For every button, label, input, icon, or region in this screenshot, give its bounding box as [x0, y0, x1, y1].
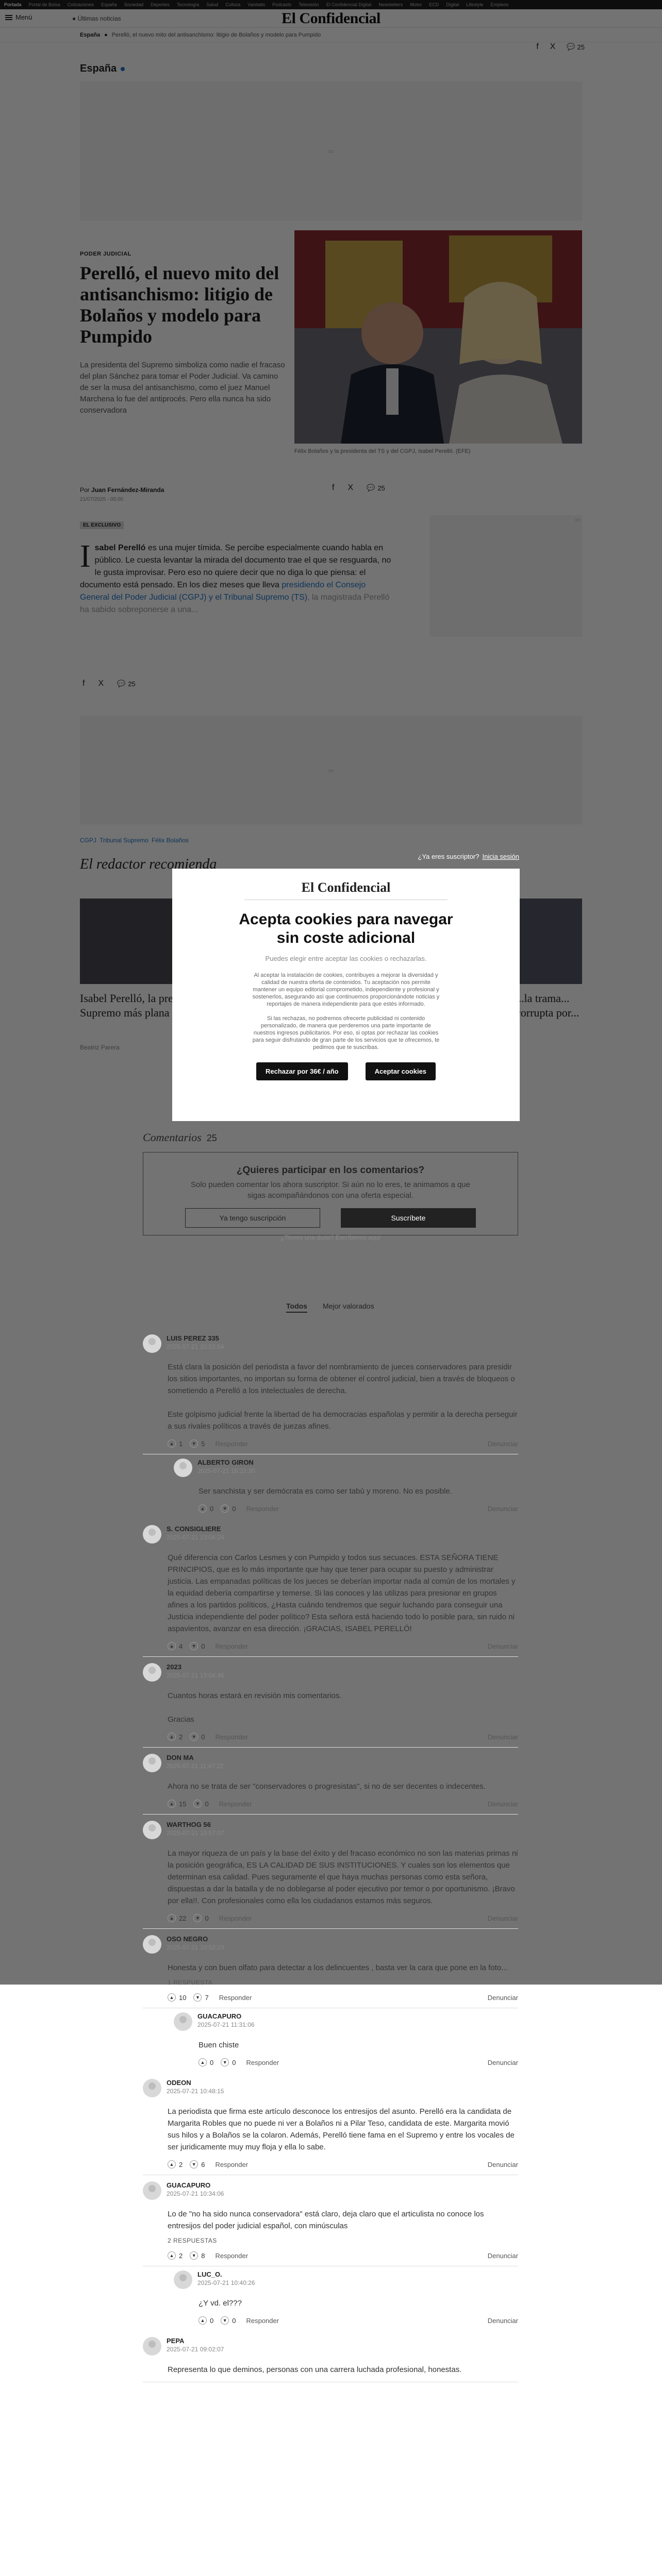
dislike-button[interactable]: [221, 2058, 236, 2066]
like-button[interactable]: [198, 2316, 213, 2325]
like-count: 15: [179, 1800, 187, 1808]
comment-user[interactable]: PEPA: [167, 2337, 185, 2345]
dislike-button[interactable]: [190, 1439, 205, 1448]
avatar: [143, 1334, 161, 1353]
replies-count[interactable]: 2 RESPUESTAS: [168, 2237, 217, 2244]
comment-text: Buen chiste: [198, 2041, 239, 2049]
like-count: 4: [179, 1642, 183, 1650]
thumbs-down-icon: ▼: [190, 1439, 198, 1448]
reject-subscribe-button[interactable]: Rechazar por 36€ / año: [256, 1062, 348, 1080]
thumbs-up-icon: ▲: [168, 1914, 176, 1922]
comment-user[interactable]: ODEON: [167, 2079, 191, 2087]
modal-title: Acepta cookies para navegar sin coste adicional: [239, 911, 453, 946]
reply-button[interactable]: Responder: [246, 2058, 279, 2066]
like-button[interactable]: [168, 1914, 186, 1922]
avatar: [143, 1754, 161, 1772]
reply-button[interactable]: Responder: [215, 2160, 249, 2168]
like-count: 2: [179, 2160, 183, 2168]
comment-text: La mayor riqueza de un país y la base del éxito y del fracaso económico no son las materias primas ni la posición geográfica, ES LA CALIDAD DE SUS INSTITUCIONES. Y cuales son los elementos que determinan esa calidad. Pues seguramente el que haya muchas personas como esta señora, dispuestas a dar la batalla y de no doblegarse al poder ejecutivo por temor o por oportunismo. ¡Bravo por ella!!. Con profesionales como ella los ciudadanos estamos más seguros.: [168, 1849, 518, 1905]
reply-button[interactable]: Responder: [246, 2316, 279, 2325]
dislike-count: 0: [201, 1733, 205, 1741]
comment-date: 2025-07-21 09:02:07: [167, 2346, 224, 2353]
comment-user[interactable]: GUACAPURO: [167, 2181, 211, 2189]
report-button[interactable]: Denunciar: [487, 1733, 518, 1741]
comment-date: 2025-07-21 16:22:30: [197, 1467, 255, 1475]
like-count: 22: [179, 1914, 187, 1922]
reply-button[interactable]: Responder: [219, 1914, 252, 1922]
thumbs-down-icon: ▼: [221, 2058, 229, 2066]
report-button[interactable]: Denunciar: [487, 1800, 518, 1808]
like-count: 0: [210, 1504, 214, 1513]
avatar: [143, 1935, 161, 1954]
comment-text: La periodista que firma este artículo desconoce los entresijos del asunto. Perelló era la candidata de Margarita Robles que no puede ni ver a Bolaños ni a Pilar Teso, candidata de este. Margarita movió sus hilos y a Bolaños se la colaron. Además, Perelló tiene fama en el Supremo y entre los vocales de ser juridicamente muy muy floja y ella lo sabe.: [168, 2107, 515, 2151]
comment-text: Ser sanchista y ser demócrata es como ser tabú y moreno. No es posible.: [198, 1487, 452, 1496]
dislike-button[interactable]: [190, 1733, 205, 1741]
comment: [143, 1519, 518, 1657]
comment-reply: [174, 2266, 518, 2331]
dislike-button[interactable]: [190, 2251, 205, 2260]
avatar: [174, 2012, 192, 2031]
like-count: 10: [179, 1993, 187, 2002]
comment: [143, 1815, 518, 1929]
comment-user[interactable]: 2023: [167, 1663, 181, 1671]
comments-count: 25: [206, 1133, 217, 1143]
comment-date: 2025-07-21 10:57:07: [167, 1829, 224, 1837]
report-button[interactable]: Denunciar: [487, 2316, 518, 2325]
comment: [143, 1328, 518, 1454]
dislike-count: 0: [232, 1504, 236, 1513]
subscribe-button[interactable]: Suscríbete: [341, 1208, 476, 1228]
thumbs-up-icon: ▲: [198, 2058, 207, 2066]
dislike-button[interactable]: [221, 2316, 236, 2325]
comment-user[interactable]: LUC_O.: [197, 2270, 222, 2278]
comment-date: 2025-07-21 10:53:54: [167, 1343, 224, 1350]
like-button[interactable]: [168, 1733, 183, 1741]
reply-button[interactable]: Responder: [215, 2251, 249, 2260]
comment-text: ¿Y vd. el???: [198, 2299, 242, 2308]
report-button[interactable]: Denunciar: [487, 2058, 518, 2066]
comment-text: Honesta y con buen olfato para detectar a los delincuentes , basta ver la cara que pone en la foto...: [168, 1963, 508, 1972]
like-button[interactable]: [168, 2251, 183, 2260]
comment-date: 2025-07-21 10:48:15: [167, 2088, 224, 2095]
comment-date: 2025-07-21 13:04:46: [167, 1672, 224, 1679]
comment-date: 2025-07-21 10:40:26: [197, 2279, 255, 2286]
comment-text: Ahora no se trata de ser "conservadores o progresistas", si no de ser decentes o indecentes.: [168, 1782, 486, 1791]
report-button[interactable]: Denunciar: [487, 1993, 518, 2002]
participation-title: ¿Quieres participar en los comentarios?: [236, 1165, 425, 1176]
reply-button[interactable]: Responder: [246, 1504, 279, 1513]
report-button[interactable]: Denunciar: [487, 1439, 518, 1448]
replies-count[interactable]: 1 RESPUESTA: [168, 1979, 213, 1986]
comment: [143, 1748, 518, 1815]
tab-all[interactable]: Todos: [286, 1302, 307, 1313]
login-link[interactable]: Inicia sesión: [482, 853, 519, 860]
reply-button[interactable]: Responder: [215, 1439, 249, 1448]
dislike-count: 7: [205, 1993, 209, 2002]
comment-user[interactable]: DON MA: [167, 1754, 194, 1761]
comment: [143, 2073, 518, 2175]
comments-title: Comentarios: [143, 1131, 202, 1144]
participation-text-1: Solo pueden comentar los ahora suscriptor. Si aún no lo eres, te animamos a que: [191, 1180, 470, 1189]
comment-reply: [174, 1454, 518, 1519]
dislike-button[interactable]: [193, 1914, 208, 1922]
like-count: 2: [179, 1733, 183, 1741]
thumbs-up-icon: ▲: [168, 1993, 176, 2002]
dislike-button[interactable]: [190, 1642, 205, 1650]
thumbs-up-icon: ▲: [168, 1800, 176, 1808]
comment-tabs: [286, 1302, 374, 1313]
comment-user[interactable]: GUACAPURO: [197, 2012, 242, 2020]
like-count: 1: [179, 1439, 183, 1448]
comment-user[interactable]: WARTHOG 56: [167, 1821, 211, 1828]
comment: [143, 1657, 518, 1748]
dislike-count: 0: [201, 1642, 205, 1650]
dislike-count: 0: [205, 1800, 209, 1808]
report-button[interactable]: Denunciar: [487, 1914, 518, 1922]
thumbs-up-icon: ▲: [168, 1642, 176, 1650]
tab-best-rated[interactable]: Mejor valorados: [322, 1302, 374, 1310]
like-button[interactable]: [168, 1439, 183, 1448]
modal-logo: El Confidencial: [244, 880, 448, 900]
like-count: 0: [210, 2058, 214, 2066]
dislike-count: 0: [232, 2058, 236, 2066]
comment-list: [143, 1328, 518, 2382]
comment-reply: [174, 2008, 518, 2073]
modal-fine-print-1: Al aceptar la instalación de cookies, contribuyes a mejorar la diversidad y calidad de nuestra oferta de contenidos. Tu aceptación nos permite mantener un equipo editorial comprometido, independiente y profesional y sostenerlos, asegurando así que continuemos proporcionándote noticias y reportajes de manera independiente para que estés informado.: [252, 972, 440, 1007]
avatar: [143, 2079, 161, 2097]
report-button[interactable]: Denunciar: [487, 1504, 518, 1513]
reply-button[interactable]: Responder: [219, 1993, 252, 2002]
avatar: [143, 1663, 161, 1682]
like-button[interactable]: [198, 2058, 213, 2066]
comments-heading: [143, 1131, 217, 1144]
comment-user[interactable]: OSO NEGRO: [167, 1935, 208, 1943]
thumbs-down-icon: ▼: [221, 2316, 229, 2325]
reply-button[interactable]: Responder: [215, 1642, 249, 1650]
avatar: [143, 1525, 161, 1544]
thumbs-up-icon: ▲: [198, 2316, 207, 2325]
report-button[interactable]: Denunciar: [487, 2160, 518, 2168]
like-button[interactable]: [168, 1800, 186, 1808]
comment: [143, 2175, 518, 2266]
thumbs-down-icon: ▼: [193, 1800, 202, 1808]
accept-cookies-button[interactable]: Aceptar cookies: [366, 1062, 436, 1080]
thumbs-down-icon: ▼: [193, 1993, 202, 2002]
like-button[interactable]: [168, 2160, 183, 2168]
help-link[interactable]: ¿Tienes una duda? Escríbenos aquí: [280, 1234, 380, 1241]
dislike-button[interactable]: [190, 2160, 205, 2168]
like-count: 0: [210, 2316, 214, 2325]
dislike-count: 0: [232, 2316, 236, 2325]
thumbs-up-icon: ▲: [198, 1504, 207, 1513]
comment-date: 2025-07-21 13:04:24: [167, 1534, 224, 1541]
report-button[interactable]: Denunciar: [487, 2251, 518, 2260]
avatar: [143, 2337, 161, 2355]
avatar: [174, 2270, 192, 2289]
participation-text-2: sigas acompañándonos con una oferta especial.: [247, 1191, 413, 1200]
like-button[interactable]: [168, 1993, 186, 2002]
thumbs-down-icon: ▼: [190, 1733, 198, 1741]
dislike-count: 5: [201, 1439, 205, 1448]
avatar: [174, 1459, 192, 1477]
comment-text: Qué diferencia con Carlos Lesmes y con Pumpido y todos sus secuaces. ESTA SEÑORA TIENE PRINCIPIOS, que es lo más importante que hay que tener para ocupar su puesto y administrar justicia. Las empanadas políticas de los jueces se deberían importar nada al común de los mortales y la equidad debería compartirse y temerse. Si las conoces y las utilizas para presionar en grupos afines a los partidos políticos, ¿Hasta cuándo tendremos que seguir luchando para conseguir una Justicia independiente del poder político? Esta señora está haciendo todo lo posible para, sin ruido ni aspavientos, avanzar en esa dirección. ¡GRACIAS, ISABEL PERELLÓ!: [168, 1553, 516, 1633]
modal-subtitle: Puedes elegir entre aceptar las cookies o rechazarlas.: [265, 955, 427, 962]
reply-button[interactable]: Responder: [219, 1800, 252, 1808]
comment-user[interactable]: ALBERTO GIRON: [197, 1459, 254, 1466]
thumbs-down-icon: ▼: [193, 1914, 202, 1922]
thumbs-down-icon: ▼: [221, 1504, 229, 1513]
avatar: [143, 1821, 161, 1839]
reply-button[interactable]: Responder: [215, 1733, 249, 1741]
thumbs-up-icon: ▲: [168, 1733, 176, 1741]
comment-date: 2025-07-21 10:34:06: [167, 2190, 224, 2197]
thumbs-up-icon: ▲: [168, 2251, 176, 2260]
comment-date: 2025-07-21 11:47:22: [167, 1762, 224, 1770]
dislike-count: 0: [205, 1914, 209, 1922]
avatar: [143, 2181, 161, 2200]
comment-text: Representa lo que deminos, personas con una carrera luchada profesional, honestas.: [168, 2365, 462, 2374]
comment: [143, 2331, 518, 2382]
comment-text: Cuantos horas estará en revisión mis comentarios. Gracias: [168, 1691, 342, 1724]
like-button[interactable]: [168, 1642, 183, 1650]
dislike-button[interactable]: [193, 1800, 208, 1808]
dislike-button[interactable]: [221, 1504, 236, 1513]
comment-text: Está clara la posición del periodista a favor del nombramiento de jueces conservadores para presidir los sitios importantes, no importan su forma de obtener el control judicial, bien a través de bloqueos o sometiendo a Perelló a los intelectuales de derecha. Este golpismo judicial frente la libertad de ha democracias españolas y permitir a la derecha perseguir a sus rivales políticos a través de juezas afines.: [168, 1363, 518, 1431]
cookie-consent-modal: [172, 869, 520, 1121]
like-button[interactable]: [198, 1504, 213, 1513]
comment-user[interactable]: S. CONSIGLIERE: [167, 1525, 221, 1533]
subscriber-question: ¿Ya eres suscriptor?: [418, 853, 479, 860]
modal-fine-print-2: Si las rechazas, no podremos ofrecerte publicidad ni contenido personalizado, de manera que perderemos una parte importante de nuestros ingresos publicitarios. Por eso, si optas por rechazar las cookies para seguir disfrutando de gran parte de los servicios que te ofrecemos, te pedimos que te suscribas.: [252, 1015, 440, 1050]
like-count: 2: [179, 2251, 183, 2260]
thumbs-down-icon: ▼: [190, 2251, 198, 2260]
comment-participation-box: [143, 1152, 518, 1241]
comment-user[interactable]: LUIS PEREZ 335: [167, 1334, 219, 1342]
thumbs-down-icon: ▼: [190, 2160, 198, 2168]
login-button[interactable]: Ya tengo suscripción: [185, 1208, 320, 1228]
comment-date: 2025-07-21 11:31:06: [197, 2021, 255, 2028]
comment-date: 2025-07-21 10:52:23: [167, 1944, 224, 1951]
thumbs-up-icon: ▲: [168, 2160, 176, 2168]
subscriber-login: [418, 853, 519, 860]
thumbs-up-icon: ▲: [168, 1439, 176, 1448]
thumbs-down-icon: ▼: [190, 1642, 198, 1650]
dislike-button[interactable]: [193, 1993, 208, 2002]
dislike-count: 8: [201, 2251, 205, 2260]
comment: [143, 1929, 518, 2008]
comment-text: Lo de "no ha sido nunca conservadora" está claro, deja claro que el articulista no conoce los entresijos del poder judicial español, con minúsculas: [168, 2210, 484, 2230]
dislike-count: 6: [201, 2160, 205, 2168]
report-button[interactable]: Denunciar: [487, 1642, 518, 1650]
